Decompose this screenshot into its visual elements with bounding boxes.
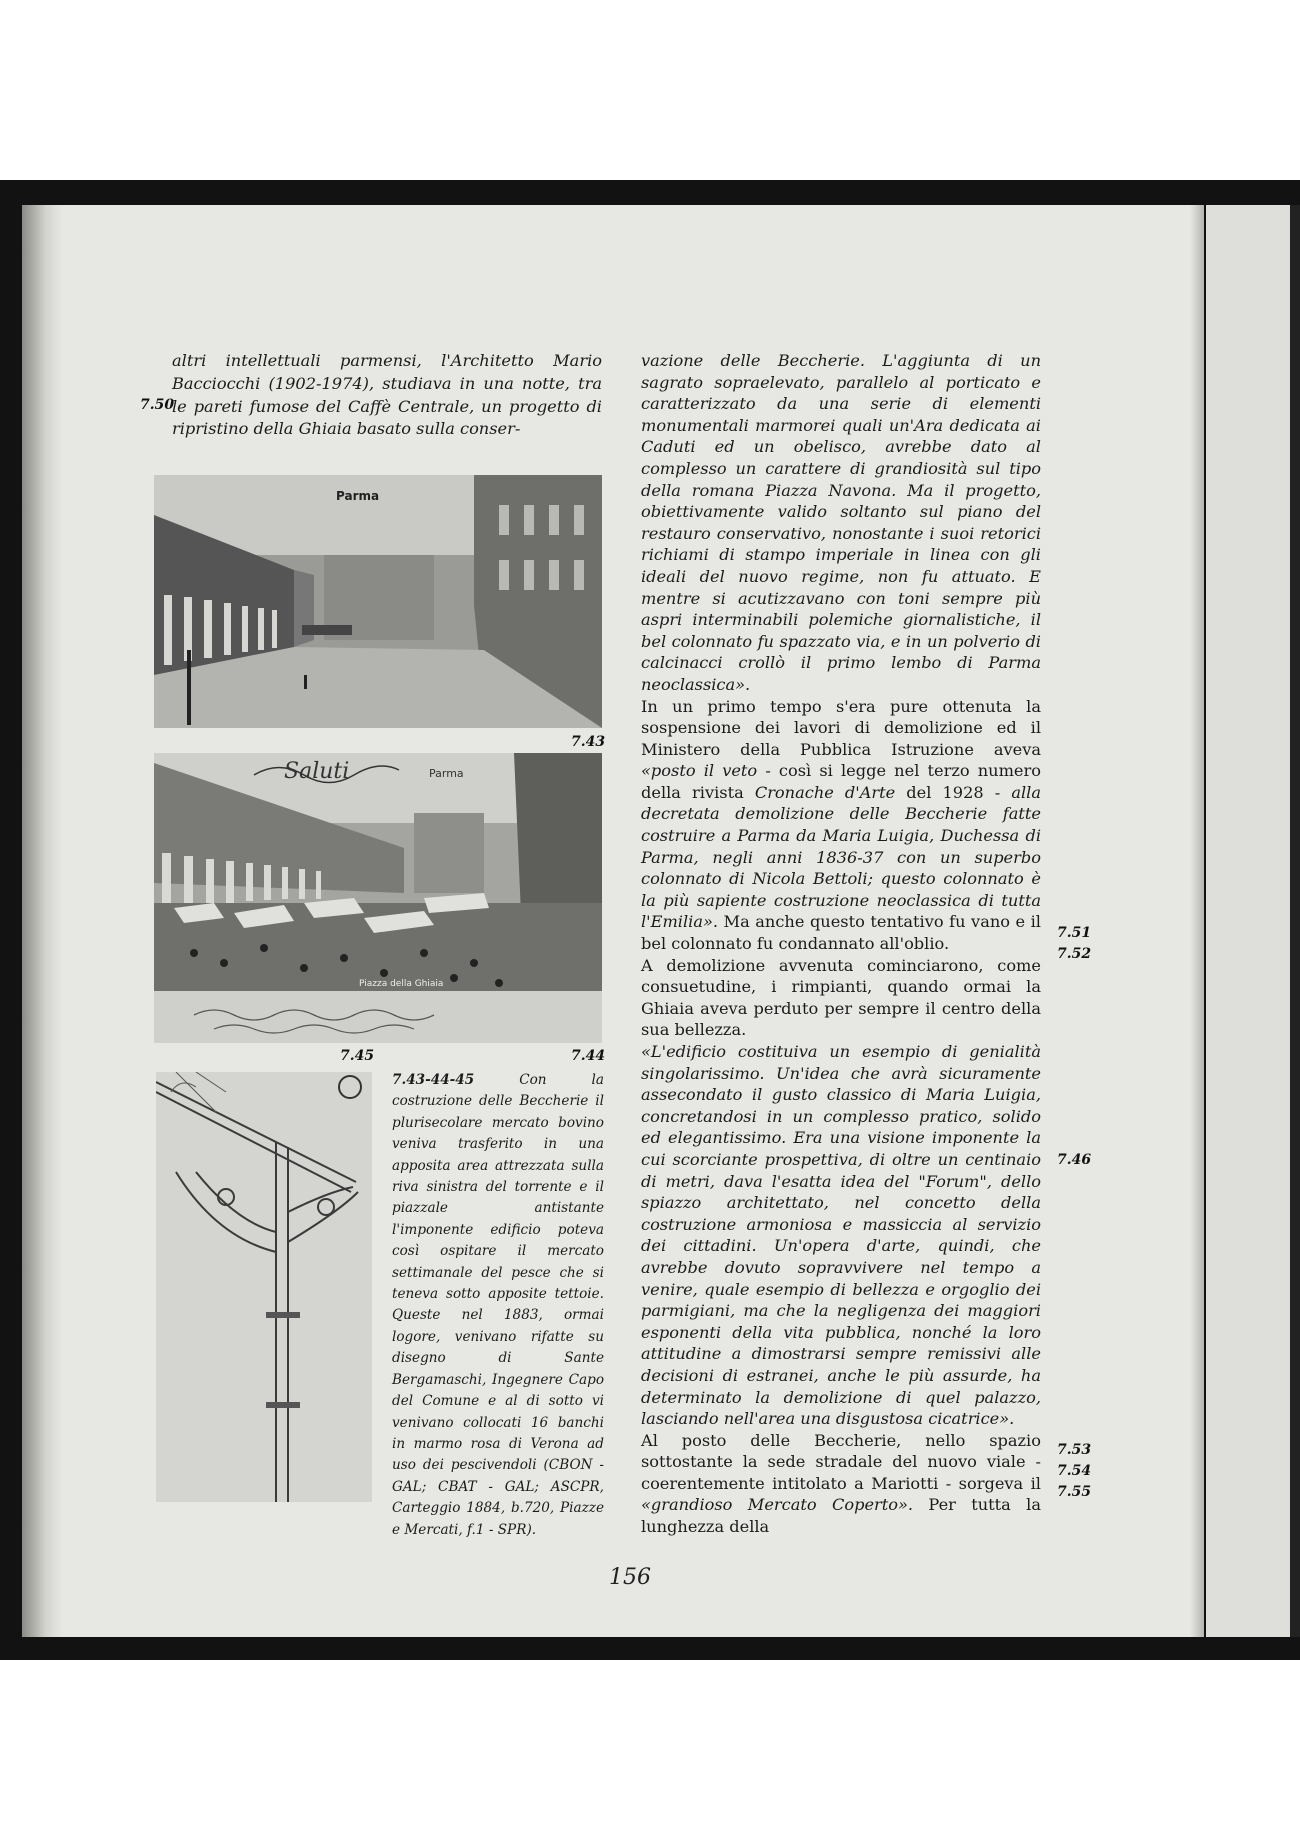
- p2-part-c: - così si legge nel terzo numero della rivista: [641, 761, 1041, 802]
- p2-part-e: del 1928 -: [895, 782, 1012, 802]
- adjacent-page-edge: [1206, 205, 1300, 1637]
- marker-7-52: 7.52: [1057, 946, 1092, 962]
- figure-caption: [392, 1070, 604, 1541]
- p2-part-f: alla decretata demolizione delle Beccherie fatte costruire a Parma da Maria Luigia, Duchessa di Parma, negli anni 1836-37 con un superbo colonnato di Nicola Bettoli; questo colonnato è la più sapiente costruzione neoclassica di tutta l'Emilia».: [641, 782, 1041, 932]
- page-spine-shadow: [22, 205, 62, 1637]
- left-column-intro-text: [172, 350, 602, 441]
- right-paragraph-1: vazione delle Beccherie. L'aggiunta di un sagrato sopraelevato, parallelo al porticato e caratterizzato da una serie di elementi monumentali marmorei quali un'Ara dedicata ai Caduti ed un obelisco, avrebbe dato al complesso un carattere di grandiosità sul tipo della romana Piazza Navona. Ma il progetto, obiettivamente valido soltanto sul piano del restauro conservativo, nonostante i suoi retorici richiami di stampo imperiale in linea con gli ideali del nuovo regime, non fu attuato. E mentre si acutizzavano con toni sempre più aspri interminabili polemiche giornalistiche, il bel colonnato fu spazzato via, e in un polverio di calcinacci crollò il primo lembo di Parma neoclassica».: [641, 351, 1041, 694]
- photo-7-43-graphic: [154, 475, 602, 728]
- left-intro-paragraph: altri intellettuali parmensi, l'Architetto Mario Bacciocchi (1902-1974), studiava in una notte, tra le pareti fumose del Caffè Centrale, un progetto di ripristino della Ghiaia basato sulla conser-: [172, 351, 602, 439]
- right-paragraph-2: [641, 696, 1041, 955]
- photo-7-44-caption-strip: Piazza della Ghiaia: [359, 979, 444, 989]
- stamp-icon: [338, 1075, 362, 1099]
- right-column-text: [641, 350, 1041, 1538]
- page-edge-shadow: [1190, 205, 1204, 1637]
- p2-part-b: «posto il veto: [641, 761, 758, 781]
- right-paragraph-3: A demolizione avvenuta cominciarono, come consuetudine, i rimpianti, quando ormai la Ghiaia aveva perduto per sempre il centro della sua bellezza.: [641, 955, 1041, 1040]
- photo-7-44-label: Parma: [429, 767, 464, 780]
- photo-7-43-label: Parma: [336, 489, 380, 503]
- caption-text: Con la costruzione delle Beccherie il plurisecolare mercato bovino veniva trasferito in una apposita area attrezzata sulla riva sinistra del torrente e il piazzale antistante l'imponente edificio poteva così ospitare il mercato settimanale del pesce che si teneva sotto apposite tettoie. Queste nel 1883, ormai logore, venivano rifatte su disegno di Sante Bergamaschi, Ingegnere Capo del Comune e al di sotto vi venivano collocati 16 banchi in marmo rosa di Verona ad uso dei pescivendoli (CBON - GAL; CBAT - GAL; ASCPR, Carteggio 1884, b.720, Piazze e Mercati, f.1 - SPR).: [392, 1072, 604, 1538]
- marker-7-50: 7.50: [140, 397, 175, 413]
- marker-7-53: 7.53: [1057, 1442, 1092, 1458]
- marker-7-55: 7.55: [1057, 1484, 1092, 1500]
- drawing-fig-7-45: [156, 1072, 372, 1502]
- drawing-7-45-graphic: [156, 1072, 372, 1502]
- photo-fig-7-44: [154, 753, 602, 1043]
- caption-ref: 7.43-44-45: [392, 1072, 475, 1088]
- marker-7-51: 7.51: [1057, 925, 1092, 941]
- photo-fig-7-43: [154, 475, 602, 728]
- p5-part-a: Al posto delle Beccherie, nello spazio sottostante la sede stradale del nuovo viale - coerentemente intitolato a Mariotti - sorgeva il: [641, 1430, 1041, 1493]
- adjacent-page-dark-strip: [1290, 205, 1300, 1637]
- right-paragraph-5: [641, 1430, 1041, 1538]
- fig-number-7-45: 7.45: [340, 1048, 375, 1064]
- right-paragraph-4: «L'edificio costituiva un esempio di genialità singolarissimo. Un'idea che avrà sicuramente assecondato il gusto classico di Maria Luigia, concretandosi in un complesso pratico, solido ed elegantissimo. Era una visione imponente la cui scorciante prospettiva, di oltre un centinaio di metri, dava l'esatta idea del "Forum", dello spiazzo architettato, nel concetto della costruzione armoniosa e massiccia al servizio dei cittadini. Un'opera d'arte, quindi, che avrebbe dovuto sopravvivere nel tempo a venire, quale esempio di bellezza e orgoglio dei parmigiani, ma che la negligenza dei maggiori esponenti della vita pubblica, nonché la loro attitudine a dimostrarsi sempre remissivi alle decisioni di estranei, anche le più assurde, ha determinato la demolizione di quel palazzo, lasciando nell'area una disgustosa cicatrice».: [641, 1042, 1041, 1429]
- p2-part-a: In un primo tempo s'era pure ottenuta la sospensione dei lavori di demolizione ed il Ministero della Pubblica Istruzione aveva: [641, 696, 1041, 759]
- marker-7-54: 7.54: [1057, 1463, 1092, 1479]
- page-number: 156: [609, 1565, 651, 1590]
- fig-number-7-43: 7.43: [571, 734, 606, 750]
- fig-number-7-44: 7.44: [571, 1048, 606, 1064]
- marker-7-46: 7.46: [1057, 1152, 1092, 1168]
- p5-part-b: «grandioso Mercato Coperto».: [641, 1495, 914, 1515]
- photo-7-44-handwriting: Saluti: [284, 759, 350, 784]
- p2-part-g: Ma anche questo tentativo fu vano e il bel colonnato fu condannato all'oblio.: [641, 912, 1041, 954]
- p2-part-d: Cronache d'Arte: [754, 782, 896, 802]
- photo-7-44-graphic: [154, 753, 602, 1043]
- p5-part-c: Per tutta la lunghezza della: [641, 1495, 1041, 1537]
